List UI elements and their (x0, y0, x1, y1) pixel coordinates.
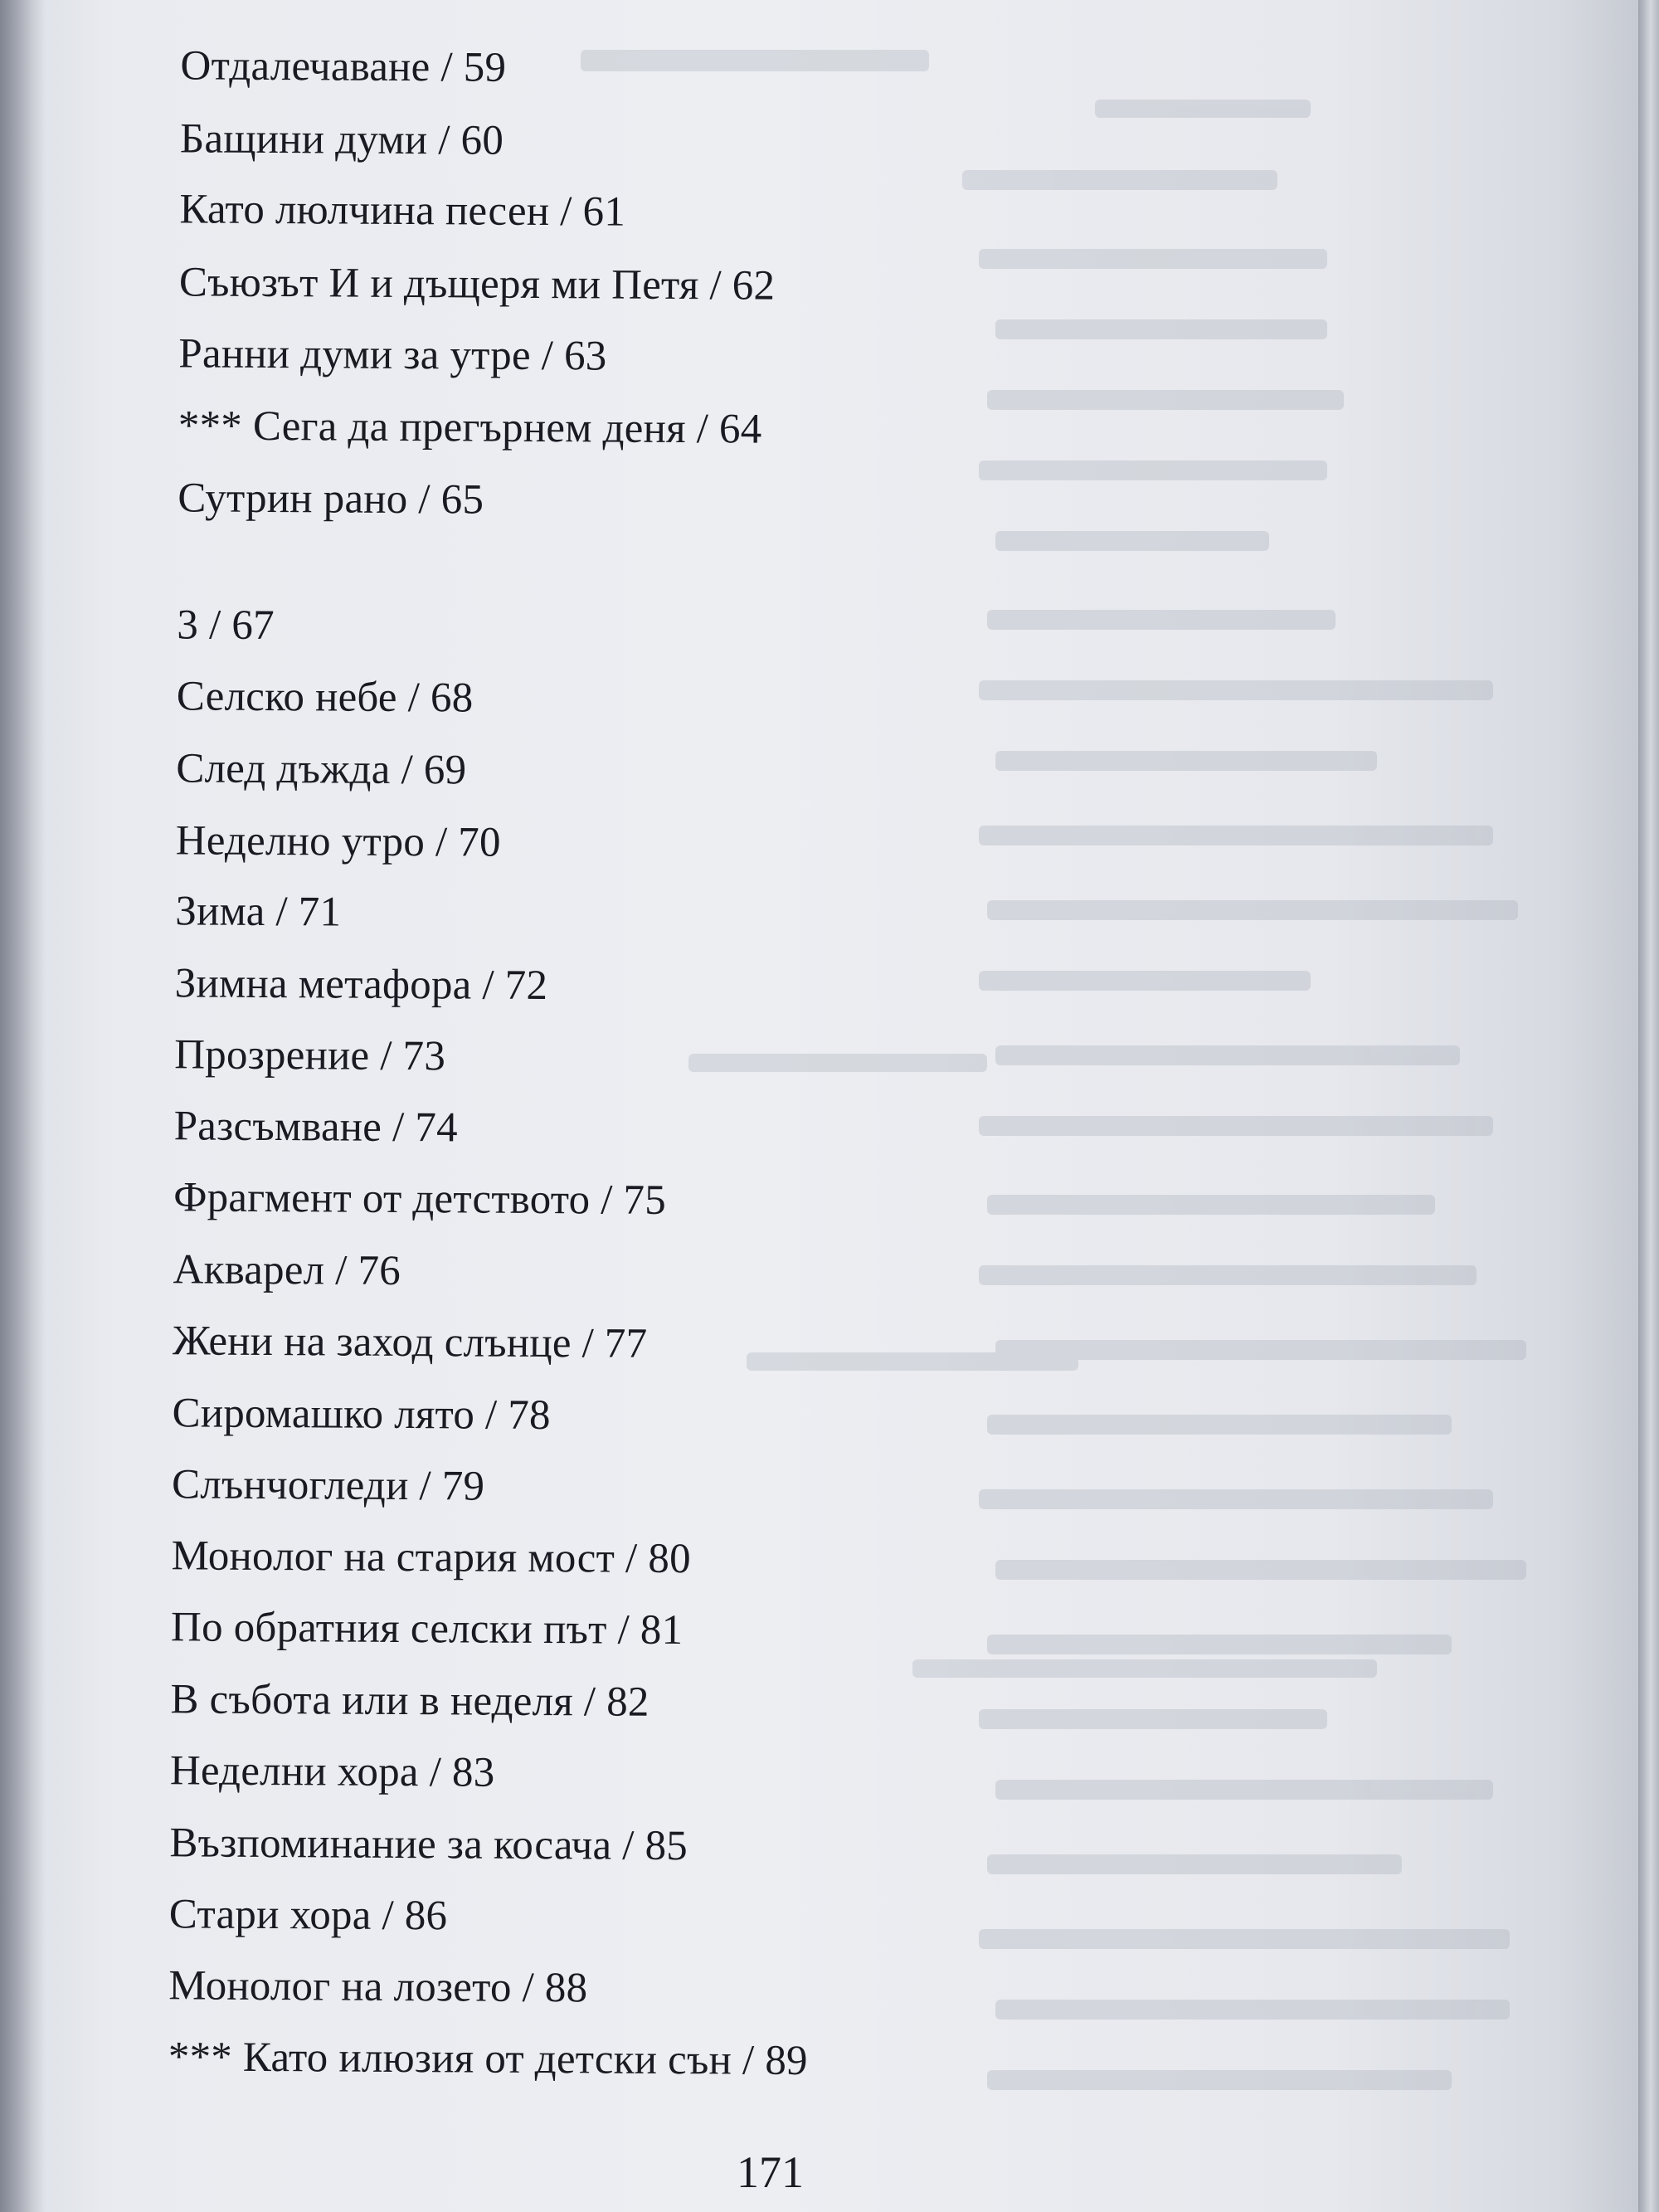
toc-entry: Жени на заход слънце / 77 (172, 1318, 648, 1367)
toc-entry: Зима / 71 (175, 888, 342, 936)
toc-entry: Разсъмване / 74 (173, 1103, 458, 1152)
toc-entry: Бащини думи / 60 (179, 115, 504, 164)
toc-entry: Съюзът И и дъщеря ми Петя / 62 (178, 259, 776, 309)
toc-entry: Като люлчина песен / 61 (179, 186, 626, 236)
toc-entry: След дъжда / 69 (176, 745, 467, 794)
toc-entry: Монолог на лозето / 88 (168, 1962, 588, 2012)
toc-entry: Монолог на стария мост / 80 (171, 1532, 691, 1583)
toc-entry: Прозрение / 73 (174, 1031, 446, 1080)
toc-entry: По обратния селски път / 81 (170, 1604, 684, 1654)
toc-entry: Слънчогледи / 79 (171, 1461, 485, 1510)
toc-entry: Селско небе / 68 (176, 673, 474, 722)
toc-entry: Сиромашко лято / 78 (172, 1390, 551, 1440)
toc-entry: Зимна метафора / 72 (174, 960, 548, 1010)
page-stack-edge (1638, 0, 1659, 2212)
toc-entry: Акварел / 76 (173, 1246, 401, 1294)
toc-entry: Ранни думи за утре / 63 (178, 330, 607, 380)
toc-entry: Сутрин рано / 65 (178, 475, 484, 524)
toc-entry: *** Сега да прегърнем деня / 64 (178, 402, 762, 453)
toc-entry: Неделни хора / 83 (169, 1747, 495, 1796)
toc-entry: В събота или в неделя / 82 (170, 1676, 649, 1726)
toc-entry: Фрагмент от детството / 75 (173, 1174, 667, 1224)
toc-entry: Стари хора / 86 (168, 1891, 448, 1940)
page-number: 171 (737, 2147, 804, 2197)
toc-entry: Отдалечаване / 59 (180, 42, 507, 91)
toc-entry: Неделно утро / 70 (175, 817, 501, 866)
toc-entry: *** Като илюзия от детски сън / 89 (168, 2034, 808, 2084)
toc-section-heading: 3 / 67 (177, 602, 275, 650)
toc-entry: Възпоминание за косача / 85 (169, 1820, 688, 1870)
